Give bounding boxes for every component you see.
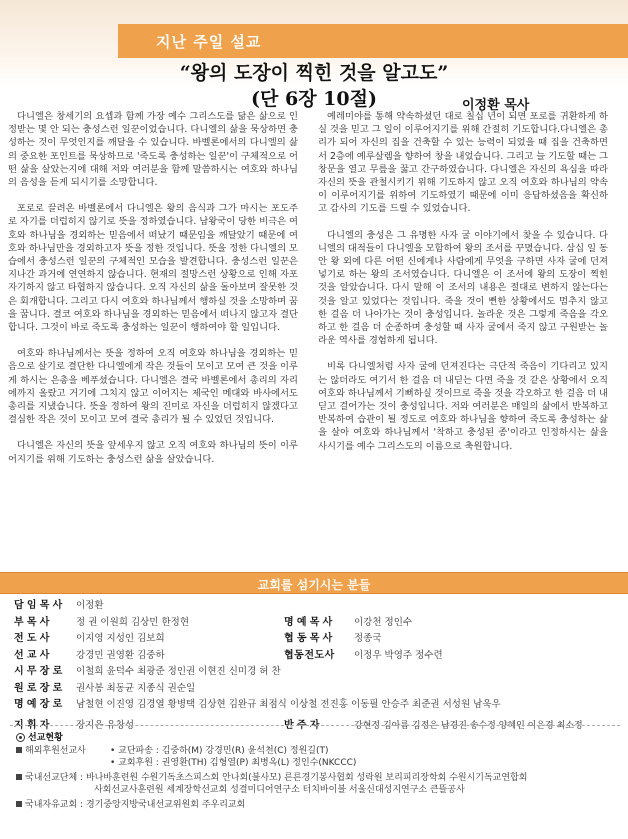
- section-label: 지난 주일 설교: [156, 33, 262, 51]
- mission-title: 선교현황: [28, 733, 63, 743]
- domestic-line: : 바나바훈련원 수원기독초스피스회 안나회(불사모) 른른경기봉사협회 성락원 보리피리장학회 수원시기독교연합회: [80, 772, 528, 783]
- staff-names: 남철현 이진영 김경열 황병택 김상현 김완규 최점식 이상철 전진홍 이동필 안승주 최준권 서성원 남욱우: [76, 699, 501, 710]
- header-bar: [118, 24, 628, 58]
- staff-names: 장지은 유창성: [76, 719, 135, 731]
- domestic-row: [16, 772, 621, 785]
- church-row: [16, 799, 621, 812]
- staff-row: [14, 615, 624, 632]
- members-heading-bar: [0, 572, 628, 594]
- staff-role: 협동목사: [284, 633, 336, 644]
- paragraph: 비록 다니엘처럼 사자 굴에 던져진다는 극단적 죽음이 기다리고 있지는 않더라도 여기서 한 걸음 더 내딛는 다면 죽을 것 같은 상황에서 오직 여호와 하나님께서 기뻐하실 것이므로 죽을 것을 각오하고 한 걸음 더 내딛고 걸어가는 것이 충성입니다. 저와 여러분은 매일의 삶에서 반복하고 반복하여 습관이 될 정도로 여호와 하나님을 향하여 죽도록 충성하는 삶을 살아 여호와 하나님께서 '착하고 충성된 종'이라고 인정하시는 삶을 사시기를 예수 그리스도의 이름으로 축원합니다.: [318, 361, 608, 452]
- members-heading: 교회를 섬기시는 분들: [257, 578, 371, 592]
- paragraph: 다니엘은 자신의 뜻을 앞세우지 않고 오직 여호와 하나님의 뜻이 이루어지기를 위해 기도하는 충성스런 삶을 살았습니다.: [8, 440, 298, 465]
- staff-names: 이지영 지성인 김보희: [76, 633, 165, 644]
- mission-section: [16, 732, 621, 812]
- domestic-label: 국내선교단체: [25, 772, 78, 783]
- staff-names: 이정환: [76, 600, 104, 611]
- overseas-line: • 교회후원 : 권영환(TH) 김형열(P) 최병옥(L) 정인수(NKCCC): [110, 758, 357, 769]
- staff-names: 강현정 김아름 김정은 남경진 송수정 양혜인 이은경 최소정: [354, 720, 583, 731]
- church-line: : 경기중앙지방국내선교위원회 주우리교회: [80, 799, 246, 810]
- staff-row: [14, 697, 624, 714]
- staff-names: 이정우 박영주 정수련: [354, 649, 443, 661]
- bullet-circle-icon: [16, 733, 25, 742]
- staff-role: 선교사: [14, 649, 53, 661]
- staff-names: 정 권 이원희 김상민 한정현: [76, 616, 190, 628]
- domestic-row-2: [16, 784, 621, 797]
- staff-names: 권사봉 최동균 지종식 권순일: [76, 682, 196, 694]
- overseas-line: • 교단파송 : 김중하(M) 강경민(R) 윤석천(C) 정원길(T): [110, 745, 329, 756]
- sermon-author: 이정환 목사: [462, 98, 530, 113]
- staff-role: 전도사: [14, 633, 53, 644]
- staff-role: 반주자: [284, 719, 323, 731]
- overseas-row-2: [16, 757, 621, 770]
- paragraph: 포로로 끌려온 바벨론에서 다니엘은 왕의 음식과 그가 마시는 포도주로 자기를 더럽히지 않기로 뜻을 정하였습니다. 남왕국이 당한 비극은 여호와 하나님을 경외하는 믿음에서 떠났기 때문임을 깨달았기 때문에 여호와 하나님만을 경외하고자 뜻을 정한 것입니다. 뜻을 정한 다니엘의 모습에서 충성스런 일꾼의 구체적인 모습을 발견합니다. 충성스런 일꾼은 지나간 과거에 연연하지 않습니다. 현재의 절망스런 상황으로 인해 자포자기하지 않고 타협하지 않습니다. 오직 자신의 삶을 돌아보며 잘못한 것은 회개합니다. 그리고 다시 여호와 하나님께서 행하실 것을 소망하며 꿈을 꿉니다. 결코 여호와 하나님을 경외하는 믿음에서 떠나지 않고자 결단합니다. 그것이 바로 죽도록 충성하는 일꾼이 행하여야 할 일입니다.: [8, 203, 298, 334]
- paragraph: 예레미야를 통해 약속하셨던 대로 칠십 년이 되면 포로를 귀환하게 하실 것을 믿고 그 일이 이루어지기를 위해 간절히 기도합니다.다니엘은 총리가 되어 자신의 집을 건축할 수 있는 능력이 되었을 때 집을 건축하면서 2층에 예루살렘을 향하여 창을 내었습니다. 그리고 늘 기도할 때는 그 창문을 열고 무릎을 꿇고 간구하였습니다. 다니엘은 자신의 욕심을 따라 자신의 뜻을 관철시키기 위해 기도하지 않고 오직 여호와 하나님의 약속이 이루어지기를 위하여 기도하였기 때문에 이미 응답하셨음을 확신하고 감사의 기도를 드릴 수 있었습니다.: [318, 111, 608, 215]
- staff-names: 이강천 정인수: [354, 616, 413, 628]
- staff-row: [14, 664, 624, 681]
- paragraph: 여호와 하나님께서는 뜻을 정하여 오직 여호와 하나님을 경외하는 믿음으로 살기로 결단한 다니엘에게 작은 것들이 모이고 모여 큰 것을 이루게 하시는 은총을 베푸셨습니다. 다니엘은 결국 바벨론에서 총리의 자리에까지 올랐고 거기에 그치지 않고 이어지는 제국인 메대와 바사에서도 총리를 지냈습니다. 뜻을 정하여 왕의 진미로 자신을 더럽히지 않겠다고 결심한 작은 것이 모이고 모여 결국 총리가 될 수 있었던 것입니다.: [8, 348, 298, 426]
- church-label: 국내자유교회: [25, 799, 78, 810]
- overseas-row: [16, 745, 621, 758]
- bullet-square-icon: [16, 774, 22, 780]
- sermon-column-right: [318, 110, 608, 466]
- staff-row: [14, 598, 624, 615]
- staff-role: 명예장로: [14, 699, 66, 710]
- staff-row: [14, 648, 624, 665]
- staff-role: 명예목사: [284, 616, 336, 628]
- staff-role: 시무장로: [14, 666, 66, 677]
- staff-role: 협동전도사: [284, 649, 335, 661]
- sermon-title: “왕의 도장이 찍힌 것을 알고도”: [179, 62, 449, 84]
- paragraph: 다니엘의 충성은 그 유명한 사자 굴 이야기에서 찾을 수 있습니다. 다니엘의 대적들이 다니엘을 모함하여 왕의 조서를 꾸몄습니다. 삼십 일 동안 왕 외에 다른 어떤 신에게나 사람에게 무엇을 구하면 사자 굴에 던져 넣기로 하는 왕의 조서였습니다. 다니엘은 이 조서에 왕의 도장이 찍힌 것을 알았습니다. 다시 말해 이 조서의 내용은 절대로 변하지 않는다는 것을 알고 있었다는 것입니다. 죽을 것이 뻔한 상황에서도 멈추지 않고 한 걸음 더 나아가는 것이 충성입니다. 놀라운 것은 그렇게 죽음을 각오하고 한 걸음 더 순종하며 충성할 때 사자 굴에서 죽지 않고 구원받는 놀라운 역사를 경험하게 됩니다.: [318, 229, 608, 347]
- staff-row: [14, 631, 624, 648]
- sermon-body: [0, 110, 628, 572]
- paragraph: 다니엘은 창세기의 요셉과 함께 가장 예수 그리스도를 닮은 삶으로 인정받는 몇 안 되는 충성스런 일꾼이었습니다. 다니엘의 삶을 묵상하면 충성하는 것이 무엇인지를 깨달을 수 있습니다. 바벨론에서의 다니엘의 삶의 중요한 포인트를 묵상하므로 '죽도록 충성하는 일꾼'이 구체적으로 어떤 삶을 살았는지에 대해 저와 여러분을 함께 말씀하시는 여호와 하나님의 음성을 듣게 되시기를 소망합니다.: [8, 111, 298, 189]
- staff-role: 담임목사: [14, 600, 66, 611]
- sermon-reference: (단 6장 10절): [251, 88, 377, 110]
- domestic-line: 사회선교사훈련원 세계장학선교회 성결미디어연구소 터치바이블 서울신대성지연구소 큰뜰공사: [94, 785, 465, 796]
- divider: [10, 725, 620, 726]
- staff-role: 지휘자: [14, 719, 53, 731]
- sermon-column-left: [8, 110, 298, 479]
- staff-role: 원로장로: [14, 682, 66, 694]
- staff-row: [14, 681, 624, 698]
- mission-title-row: [16, 732, 621, 745]
- staff-list: [14, 598, 624, 738]
- staff-role: 부목사: [14, 616, 53, 628]
- overseas-label: 해외후원선교사: [25, 745, 86, 756]
- bullet-square-icon: [16, 801, 22, 807]
- bullet-square-icon: [16, 747, 22, 753]
- staff-names: 정종국: [354, 633, 382, 644]
- staff-names: 이철희 윤덕수 최광준 정인권 이현진 신미경 허 찬: [76, 666, 281, 677]
- staff-names: 강경민 권영환 김중하: [76, 649, 165, 661]
